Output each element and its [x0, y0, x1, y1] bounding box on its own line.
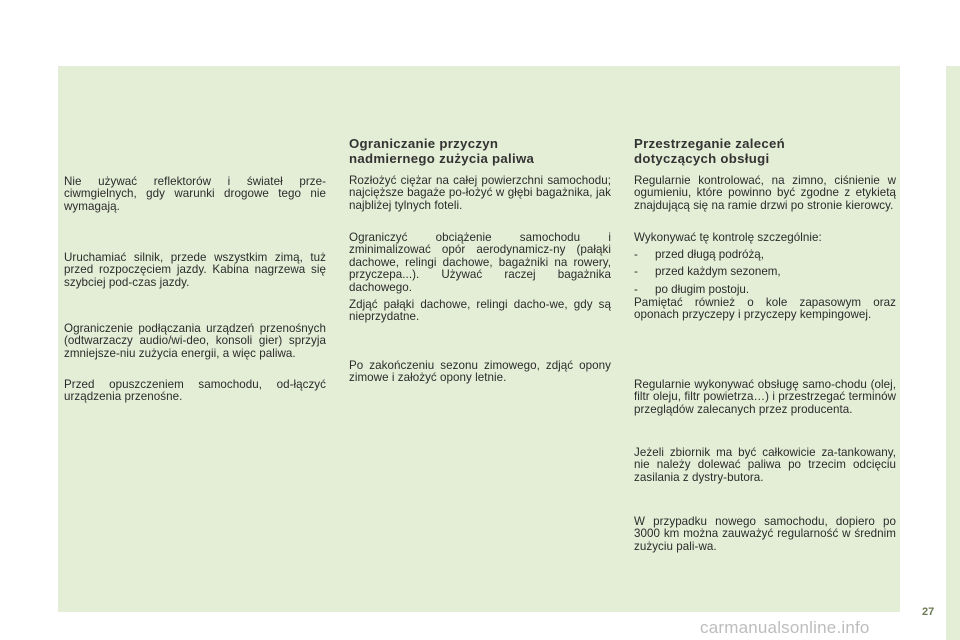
paragraph-tyre-pressure: Regularnie kontrolować, na zimno, ciśnienie w ogumieniu, które powinno być zgodne z etykietą znajdującą się na ramie drzwi po stronie kierowcy. — [634, 174, 896, 212]
paragraph-roof-bars: Zdjąć pałąki dachowe, relingi dacho-we, gdy są nieprzydatne. — [349, 298, 611, 324]
paragraph-engine-start: Uruchamiać silnik, przede wszystkim zimą, tuż przed rozpoczęciem jazdy. Kabina nagrzewa się szybciej pod-czas jazdy. — [64, 251, 326, 289]
paragraph-new-car: W przypadku nowego samochodu, dopiero po 3000 km można zauważyć regularność w średnim zużyciu pali-wa. — [634, 515, 896, 553]
paragraph-fog-lights: Nie używać reflektorów i świateł prze-ciwmgielnych, gdy warunki drogowe tego nie wymagają. — [64, 175, 326, 213]
list-dash: - — [634, 248, 638, 261]
paragraph-regular-service: Regularnie wykonywać obsługę samo-chodu (olej, filtr oleju, filtr powietrza…) i przestrzegać terminów przeglądów zalecanych przez producenta. — [634, 378, 896, 416]
list-item — [634, 266, 896, 278]
list-dash: - — [634, 265, 638, 279]
heading-line-1: Przestrzeganie zaleceń — [634, 136, 785, 151]
page-number: 27 — [922, 606, 935, 618]
list-item-text: przed każdym sezonem, — [655, 265, 781, 279]
check-occasions-list — [634, 249, 896, 301]
section-heading-fuel-consumption — [349, 137, 611, 166]
page-edge-tab — [946, 66, 960, 640]
list-dash: - — [634, 282, 638, 296]
list-item — [634, 284, 896, 296]
section-heading-maintenance — [634, 137, 896, 166]
paragraph-portable-devices: Ograniczenie podłączania urządzeń przenośnych (odtwarzaczy audio/wi-deo, konsoli gier) sprzyja zmniejsze-niu zużycia energii, a więc paliwa. — [64, 322, 326, 360]
paragraph-winter-tyres: Po zakończeniu sezonu zimowego, zdjąć opony zimowe i założyć opony letnie. — [349, 359, 611, 385]
paragraph-spare-wheel: Pamiętać również o kole zapasowym oraz oponach przyczepy i przyczepy kempingowej. — [634, 296, 896, 322]
list-item — [634, 249, 896, 261]
list-item-text: po długim postoju. — [655, 282, 750, 296]
heading-line-2: nadmiernego zużycia paliwa — [349, 150, 535, 166]
heading-line-1: Ograniczanie przyczyn — [349, 136, 499, 151]
paragraph-reduce-load: Ograniczyć obciążenie samochodu i zminimalizować opór aerodynamicz-ny (pałąki dachowe, relingi dachowe, bagażniki na rowery, przyczepa...). Używać raczej bagażnika dachowego. — [349, 231, 611, 294]
paragraph-fuel-tank: Jeżeli zbiornik ma być całkowicie za-tankowany, nie należy dolewać paliwa po trzecim odcięciu zasilania z dystry-butora. — [634, 446, 896, 484]
list-item-text: przed długą podróżą, — [655, 248, 764, 261]
heading-line-2: dotyczących obsługi — [634, 150, 770, 166]
watermark-text: carmanualsonline.info — [700, 618, 870, 637]
paragraph-check-especially: Wykonywać tę kontrolę szczególnie: — [634, 231, 822, 244]
paragraph-disconnect-devices: Przed opuszczeniem samochodu, od-łączyć urządzenia przenośne. — [64, 378, 326, 404]
paragraph-weight-distribution: Rozłożyć ciężar na całej powierzchni samochodu; najcięższe bagaże po-łożyć w głębi bagażnika, jak najbliżej tylnych foteli. — [349, 174, 611, 212]
